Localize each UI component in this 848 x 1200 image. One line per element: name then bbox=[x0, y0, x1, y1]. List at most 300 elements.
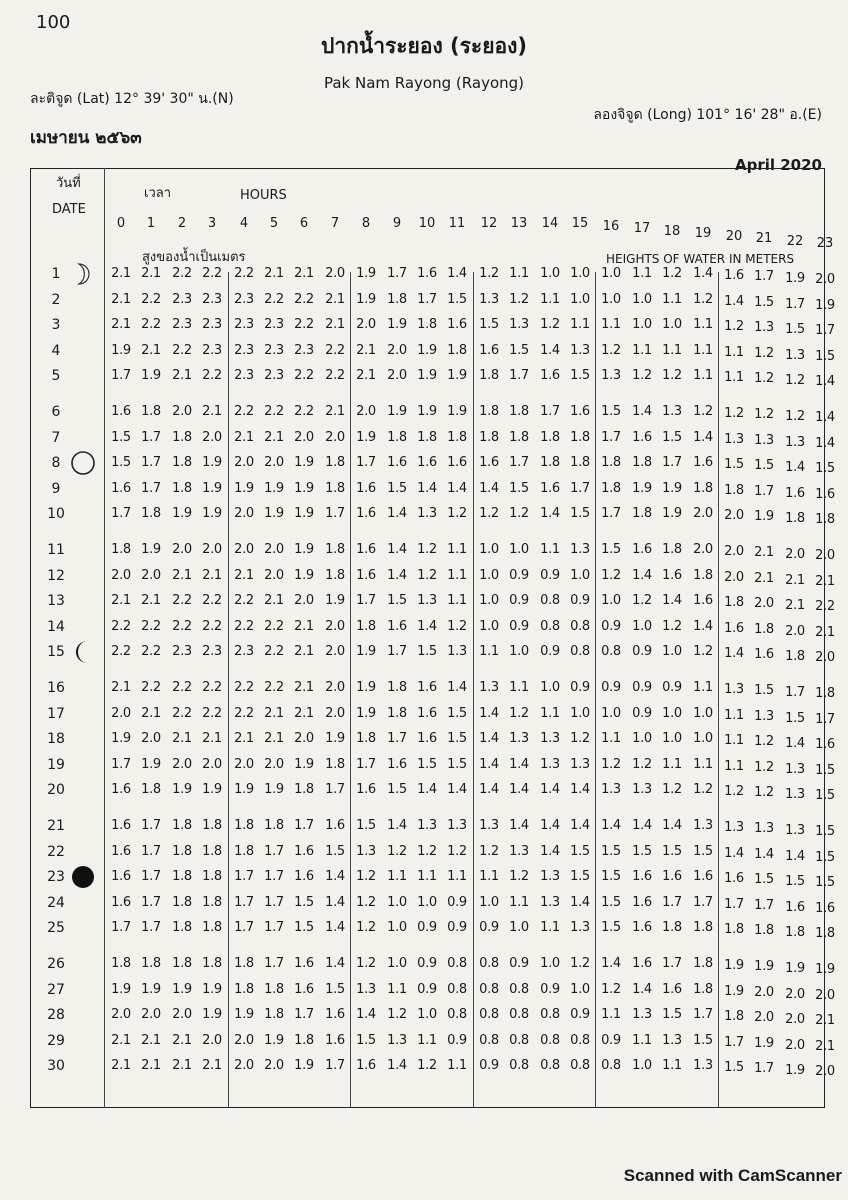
water-height-cell: 1.9 bbox=[294, 481, 314, 496]
water-height-cell: 1.9 bbox=[325, 593, 345, 608]
water-height-cell: 1.9 bbox=[264, 481, 284, 496]
water-height-cell: 2.0 bbox=[785, 986, 805, 1002]
water-height-cell: 1.8 bbox=[693, 568, 713, 583]
water-height-cell: 2.1 bbox=[294, 644, 314, 659]
water-height-cell: 1.6 bbox=[632, 430, 652, 445]
water-height-cell: 1.9 bbox=[417, 404, 437, 419]
water-height-cell: 1.0 bbox=[387, 956, 407, 971]
water-height-cell: 1.5 bbox=[601, 869, 621, 884]
water-height-cell: 2.0 bbox=[172, 757, 192, 772]
water-height-cell: 0.9 bbox=[509, 593, 529, 608]
water-height-cell: 1.8 bbox=[447, 343, 467, 358]
water-height-cell: 2.1 bbox=[111, 1058, 131, 1073]
water-height-cell: 1.3 bbox=[447, 818, 467, 833]
water-height-cell: 1.8 bbox=[509, 404, 529, 419]
water-height-cell: 1.2 bbox=[509, 292, 529, 307]
water-height-cell: 0.9 bbox=[417, 982, 437, 997]
water-height-cell: 1.8 bbox=[111, 956, 131, 971]
water-height-cell: 1.0 bbox=[479, 619, 499, 634]
water-height-cell: 1.5 bbox=[447, 757, 467, 772]
water-height-cell: 1.6 bbox=[693, 869, 713, 884]
water-height-cell: 1.2 bbox=[447, 506, 467, 521]
date-cell: 25 bbox=[47, 920, 65, 936]
water-height-cell: 1.9 bbox=[417, 368, 437, 383]
water-height-cell: 2.0 bbox=[264, 1058, 284, 1073]
date-cell: 12 bbox=[47, 568, 65, 584]
water-height-cell: 2.1 bbox=[356, 343, 376, 358]
water-height-cell: 1.9 bbox=[754, 959, 774, 974]
water-height-cell: 1.4 bbox=[479, 782, 499, 797]
water-height-cell: 1.2 bbox=[417, 844, 437, 859]
water-height-cell: 1.6 bbox=[325, 1033, 345, 1048]
water-height-cell: 1.0 bbox=[479, 895, 499, 910]
water-height-cell: 1.8 bbox=[724, 482, 744, 498]
water-height-cell: 1.5 bbox=[325, 844, 345, 859]
water-height-cell: 0.9 bbox=[447, 920, 467, 935]
water-height-cell: 1.4 bbox=[632, 568, 652, 583]
water-height-cell: 1.6 bbox=[540, 368, 560, 383]
date-cell: 19 bbox=[47, 757, 65, 773]
water-height-cell: 1.5 bbox=[632, 844, 652, 859]
water-height-cell: 1.5 bbox=[662, 430, 682, 445]
water-height-cell: 1.7 bbox=[540, 404, 560, 419]
water-height-cell: 2.2 bbox=[172, 593, 192, 608]
water-height-cell: 1.9 bbox=[111, 982, 131, 997]
date-cell: 13 bbox=[47, 593, 65, 609]
water-height-cell: 2.1 bbox=[141, 266, 161, 281]
water-height-cell: 0.9 bbox=[570, 593, 590, 608]
water-height-cell: 2.1 bbox=[141, 593, 161, 608]
water-height-cell: 2.0 bbox=[815, 988, 835, 1003]
hour-label: 17 bbox=[633, 221, 651, 236]
water-height-cell: 1.0 bbox=[601, 593, 621, 608]
water-height-cell: 1.0 bbox=[662, 731, 682, 746]
water-height-cell: 1.1 bbox=[693, 368, 713, 383]
water-height-cell: 1.9 bbox=[447, 404, 467, 419]
water-height-cell: 1.4 bbox=[754, 847, 774, 862]
water-height-cell: 1.8 bbox=[264, 982, 284, 997]
water-height-cell: 2.2 bbox=[234, 706, 254, 721]
water-height-cell: 0.8 bbox=[479, 982, 499, 997]
water-height-cell: 1.8 bbox=[141, 956, 161, 971]
water-height-cell: 1.6 bbox=[662, 982, 682, 997]
water-height-cell: 2.1 bbox=[141, 343, 161, 358]
water-height-cell: 2.1 bbox=[294, 266, 314, 281]
water-height-cell: 1.6 bbox=[417, 266, 437, 281]
water-height-cell: 1.9 bbox=[234, 481, 254, 496]
water-height-cell: 1.5 bbox=[111, 430, 131, 445]
water-height-cell: 1.5 bbox=[479, 317, 499, 332]
water-height-cell: 2.1 bbox=[234, 568, 254, 583]
water-height-cell: 1.6 bbox=[294, 844, 314, 859]
water-height-cell: 1.4 bbox=[356, 1007, 376, 1022]
water-height-cell: 1.2 bbox=[754, 760, 774, 775]
water-height-cell: 1.5 bbox=[754, 295, 774, 310]
water-height-cell: 1.8 bbox=[294, 1033, 314, 1048]
water-height-cell: 1.2 bbox=[785, 408, 805, 424]
water-height-cell: 2.3 bbox=[294, 343, 314, 358]
water-height-cell: 0.8 bbox=[540, 1033, 560, 1048]
water-height-cell: 1.7 bbox=[141, 818, 161, 833]
water-height-cell: 1.3 bbox=[662, 1033, 682, 1048]
water-height-cell: 1.5 bbox=[601, 895, 621, 910]
water-height-cell: 1.0 bbox=[570, 568, 590, 583]
time-header-thai: เวลา bbox=[144, 186, 172, 201]
water-height-cell: 2.2 bbox=[141, 317, 161, 332]
water-height-cell: 2.1 bbox=[141, 706, 161, 721]
water-height-cell: 1.8 bbox=[693, 920, 713, 935]
water-height-cell: 2.0 bbox=[693, 506, 713, 521]
water-height-cell: 0.9 bbox=[509, 568, 529, 583]
water-height-cell: 1.8 bbox=[202, 956, 222, 971]
water-height-cell: 1.5 bbox=[693, 844, 713, 859]
water-height-cell: 1.5 bbox=[509, 481, 529, 496]
water-height-cell: 1.4 bbox=[601, 956, 621, 971]
water-height-cell: 1.1 bbox=[662, 1058, 682, 1073]
water-height-cell: 1.0 bbox=[601, 266, 621, 281]
water-height-cell: 1.7 bbox=[264, 956, 284, 971]
water-height-cell: 1.2 bbox=[601, 757, 621, 772]
water-height-cell: 1.3 bbox=[356, 844, 376, 859]
water-height-cell: 1.1 bbox=[724, 758, 744, 774]
water-height-cell: 2.3 bbox=[234, 368, 254, 383]
water-height-cell: 1.4 bbox=[724, 845, 744, 861]
water-height-cell: 1.8 bbox=[234, 818, 254, 833]
water-height-cell: 2.3 bbox=[202, 292, 222, 307]
water-height-cell: 1.1 bbox=[417, 1033, 437, 1048]
water-height-cell: 1.6 bbox=[111, 869, 131, 884]
water-height-cell: 1.0 bbox=[570, 706, 590, 721]
water-height-cell: 2.3 bbox=[172, 292, 192, 307]
water-height-cell: 2.0 bbox=[724, 507, 744, 523]
water-height-cell: 1.4 bbox=[570, 782, 590, 797]
water-height-cell: 1.9 bbox=[785, 270, 805, 286]
water-height-cell: 1.3 bbox=[509, 731, 529, 746]
date-cell: 8 bbox=[51, 455, 61, 471]
water-height-cell: 2.1 bbox=[325, 404, 345, 419]
water-height-cell: 2.0 bbox=[754, 985, 774, 1000]
water-height-cell: 1.3 bbox=[540, 731, 560, 746]
water-height-cell: 2.3 bbox=[264, 317, 284, 332]
hour-label: 6 bbox=[299, 216, 309, 231]
water-height-cell: 0.9 bbox=[509, 956, 529, 971]
water-height-cell: 2.2 bbox=[234, 680, 254, 695]
water-height-cell: 2.0 bbox=[785, 546, 805, 562]
water-height-cell: 2.0 bbox=[387, 343, 407, 358]
water-height-cell: 1.0 bbox=[479, 593, 499, 608]
water-height-cell: 1.3 bbox=[479, 818, 499, 833]
water-height-cell: 1.6 bbox=[325, 818, 345, 833]
water-height-cell: 2.1 bbox=[815, 1013, 835, 1028]
latitude-label: ละติจูด (Lat) 12° 39' 30" น.(N) bbox=[30, 91, 234, 107]
hour-label: 16 bbox=[602, 218, 620, 234]
water-height-cell: 1.5 bbox=[111, 455, 131, 470]
water-height-cell: 1.6 bbox=[111, 895, 131, 910]
water-height-cell: 1.9 bbox=[294, 568, 314, 583]
water-height-cell: 0.9 bbox=[601, 619, 621, 634]
water-height-cell: 1.5 bbox=[570, 844, 590, 859]
water-height-cell: 1.5 bbox=[447, 292, 467, 307]
water-height-cell: 1.7 bbox=[417, 292, 437, 307]
water-height-cell: 1.7 bbox=[754, 484, 774, 499]
water-height-cell: 1.3 bbox=[754, 709, 774, 724]
water-height-cell: 2.0 bbox=[202, 757, 222, 772]
water-height-cell: 1.6 bbox=[294, 956, 314, 971]
water-height-cell: 1.2 bbox=[417, 542, 437, 557]
date-cell: 6 bbox=[51, 404, 61, 420]
water-height-cell: 1.8 bbox=[202, 818, 222, 833]
water-height-cell: 1.3 bbox=[693, 818, 713, 833]
water-height-cell: 1.4 bbox=[417, 481, 437, 496]
water-height-cell: 1.1 bbox=[693, 343, 713, 358]
water-height-cell: 2.0 bbox=[234, 542, 254, 557]
water-height-cell: 1.6 bbox=[417, 680, 437, 695]
water-height-cell: 1.4 bbox=[815, 410, 835, 425]
water-height-cell: 1.5 bbox=[601, 404, 621, 419]
water-height-cell: 1.1 bbox=[387, 982, 407, 997]
water-height-cell: 1.4 bbox=[387, 506, 407, 521]
water-height-cell: 2.3 bbox=[202, 343, 222, 358]
water-height-cell: 1.3 bbox=[754, 320, 774, 335]
water-height-cell: 1.3 bbox=[632, 1007, 652, 1022]
water-height-cell: 2.1 bbox=[754, 571, 774, 586]
water-height-cell: 1.1 bbox=[509, 680, 529, 695]
water-height-cell: 1.5 bbox=[693, 1033, 713, 1048]
water-height-cell: 1.6 bbox=[111, 818, 131, 833]
water-height-cell: 1.3 bbox=[570, 542, 590, 557]
water-height-cell: 1.7 bbox=[141, 895, 161, 910]
water-height-cell: 1.9 bbox=[724, 957, 744, 973]
water-height-cell: 2.2 bbox=[325, 368, 345, 383]
water-height-cell: 1.9 bbox=[172, 782, 192, 797]
water-height-cell: 1.5 bbox=[570, 869, 590, 884]
water-height-cell: 1.5 bbox=[724, 456, 744, 472]
date-header-thai: วันที่ bbox=[56, 176, 81, 191]
water-height-cell: 1.4 bbox=[417, 782, 437, 797]
water-height-cell: 0.8 bbox=[570, 1058, 590, 1073]
water-height-cell: 2.3 bbox=[234, 317, 254, 332]
water-height-cell: 0.8 bbox=[479, 1033, 499, 1048]
water-height-cell: 2.0 bbox=[325, 619, 345, 634]
water-height-cell: 2.2 bbox=[815, 599, 835, 614]
water-height-cell: 0.9 bbox=[447, 895, 467, 910]
water-height-cell: 1.0 bbox=[570, 982, 590, 997]
water-height-cell: 2.1 bbox=[815, 574, 835, 589]
water-height-cell: 1.1 bbox=[447, 593, 467, 608]
water-height-cell: 1.6 bbox=[785, 485, 805, 501]
water-height-cell: 1.6 bbox=[417, 455, 437, 470]
water-height-cell: 1.5 bbox=[662, 844, 682, 859]
water-height-cell: 1.4 bbox=[815, 374, 835, 389]
water-height-cell: 1.2 bbox=[479, 506, 499, 521]
water-height-cell: 2.1 bbox=[264, 593, 284, 608]
water-height-cell: 2.2 bbox=[294, 317, 314, 332]
station-title-english: Pak Nam Rayong (Rayong) bbox=[323, 74, 525, 92]
water-height-cell: 1.0 bbox=[479, 568, 499, 583]
water-height-cell: 0.8 bbox=[509, 1007, 529, 1022]
date-cell: 22 bbox=[47, 844, 65, 860]
water-height-cell: 2.1 bbox=[815, 1039, 835, 1054]
water-height-cell: 1.9 bbox=[387, 317, 407, 332]
water-height-cell: 1.8 bbox=[172, 481, 192, 496]
water-height-cell: 1.4 bbox=[479, 731, 499, 746]
water-height-cell: 1.8 bbox=[325, 568, 345, 583]
water-height-cell: 1.2 bbox=[417, 568, 437, 583]
water-height-cell: 1.4 bbox=[325, 869, 345, 884]
water-height-cell: 1.8 bbox=[601, 481, 621, 496]
water-height-cell: 1.7 bbox=[815, 712, 835, 727]
water-height-cell: 1.7 bbox=[234, 920, 254, 935]
water-height-cell: 2.0 bbox=[202, 430, 222, 445]
water-height-cell: 1.2 bbox=[632, 757, 652, 772]
water-height-cell: 1.9 bbox=[234, 782, 254, 797]
water-height-cell: 2.0 bbox=[202, 1033, 222, 1048]
water-height-cell: 1.2 bbox=[447, 844, 467, 859]
water-height-cell: 2.2 bbox=[264, 292, 284, 307]
water-height-cell: 2.1 bbox=[172, 731, 192, 746]
hour-label: 7 bbox=[330, 216, 340, 231]
water-height-cell: 2.0 bbox=[172, 1007, 192, 1022]
water-height-cell: 1.9 bbox=[264, 782, 284, 797]
water-height-cell: 1.4 bbox=[693, 266, 713, 281]
water-height-cell: 1.1 bbox=[601, 731, 621, 746]
water-height-cell: 0.8 bbox=[540, 1007, 560, 1022]
water-height-cell: 1.6 bbox=[754, 647, 774, 662]
water-height-cell: 1.1 bbox=[509, 895, 529, 910]
water-height-cell: 1.7 bbox=[509, 455, 529, 470]
water-height-cell: 2.2 bbox=[264, 619, 284, 634]
water-height-cell: 1.7 bbox=[754, 898, 774, 913]
water-height-cell: 1.8 bbox=[202, 895, 222, 910]
water-height-cell: 2.1 bbox=[785, 597, 805, 613]
water-height-cell: 1.6 bbox=[632, 920, 652, 935]
water-height-cell: 1.8 bbox=[724, 1008, 744, 1024]
water-height-cell: 1.9 bbox=[815, 298, 835, 313]
water-height-cell: 1.2 bbox=[479, 844, 499, 859]
water-height-cell: 1.4 bbox=[724, 293, 744, 309]
water-height-cell: 1.6 bbox=[724, 870, 744, 886]
water-height-cell: 1.7 bbox=[693, 895, 713, 910]
water-height-cell: 1.6 bbox=[417, 706, 437, 721]
water-height-cell: 1.7 bbox=[815, 323, 835, 338]
water-height-cell: 2.0 bbox=[325, 430, 345, 445]
water-height-cell: 2.0 bbox=[785, 1011, 805, 1027]
water-height-cell: 1.6 bbox=[632, 956, 652, 971]
water-height-cell: 2.2 bbox=[294, 404, 314, 419]
water-height-cell: 1.5 bbox=[785, 873, 805, 889]
water-height-cell: 1.7 bbox=[111, 506, 131, 521]
water-height-cell: 1.2 bbox=[540, 317, 560, 332]
water-height-cell: 1.4 bbox=[662, 818, 682, 833]
water-height-cell: 1.9 bbox=[294, 455, 314, 470]
water-height-cell: 0.9 bbox=[417, 920, 437, 935]
water-height-cell: 1.1 bbox=[447, 869, 467, 884]
water-height-cell: 1.9 bbox=[815, 962, 835, 977]
water-height-cell: 1.6 bbox=[540, 481, 560, 496]
water-height-cell: 2.2 bbox=[264, 644, 284, 659]
water-height-cell: 1.4 bbox=[447, 481, 467, 496]
water-height-cell: 1.3 bbox=[356, 982, 376, 997]
water-height-cell: 1.2 bbox=[754, 346, 774, 361]
water-height-cell: 1.6 bbox=[662, 869, 682, 884]
water-height-cell: 1.0 bbox=[570, 292, 590, 307]
water-height-cell: 1.3 bbox=[754, 433, 774, 448]
water-height-cell: 0.8 bbox=[447, 982, 467, 997]
water-height-cell: 1.1 bbox=[540, 292, 560, 307]
water-height-cell: 1.9 bbox=[356, 706, 376, 721]
date-cell: 23 bbox=[47, 869, 65, 885]
water-height-cell: 1.1 bbox=[479, 644, 499, 659]
water-height-cell: 1.6 bbox=[387, 757, 407, 772]
water-height-cell: 1.2 bbox=[724, 318, 744, 334]
date-cell: 7 bbox=[51, 430, 61, 446]
water-height-cell: 1.4 bbox=[387, 568, 407, 583]
water-height-cell: 1.9 bbox=[202, 506, 222, 521]
water-height-cell: 2.1 bbox=[202, 731, 222, 746]
water-height-cell: 2.3 bbox=[264, 368, 284, 383]
water-height-cell: 1.1 bbox=[632, 266, 652, 281]
water-height-cell: 0.8 bbox=[601, 644, 621, 659]
water-height-cell: 1.8 bbox=[172, 869, 192, 884]
water-height-cell: 1.4 bbox=[540, 782, 560, 797]
water-height-cell: 2.2 bbox=[202, 266, 222, 281]
hour-label: 13 bbox=[510, 216, 528, 231]
water-height-cell: 1.1 bbox=[447, 1058, 467, 1073]
water-height-cell: 0.9 bbox=[632, 680, 652, 695]
hour-label: 1 bbox=[146, 216, 156, 231]
water-height-cell: 2.1 bbox=[294, 706, 314, 721]
water-height-cell: 1.5 bbox=[356, 818, 376, 833]
water-height-cell: 2.0 bbox=[264, 757, 284, 772]
water-height-cell: 1.9 bbox=[662, 481, 682, 496]
water-height-cell: 2.2 bbox=[141, 680, 161, 695]
water-height-cell: 2.0 bbox=[325, 266, 345, 281]
water-height-cell: 1.1 bbox=[632, 343, 652, 358]
water-height-cell: 2.0 bbox=[264, 568, 284, 583]
water-height-cell: 1.4 bbox=[785, 735, 805, 751]
water-height-cell: 0.8 bbox=[479, 956, 499, 971]
water-height-cell: 1.1 bbox=[601, 317, 621, 332]
water-height-cell: 1.9 bbox=[111, 343, 131, 358]
water-height-cell: 1.5 bbox=[601, 920, 621, 935]
water-height-cell: 1.4 bbox=[387, 1058, 407, 1073]
water-height-cell: 1.8 bbox=[264, 818, 284, 833]
water-height-cell: 2.2 bbox=[234, 619, 254, 634]
water-height-cell: 2.0 bbox=[111, 568, 131, 583]
date-cell: 28 bbox=[47, 1007, 65, 1023]
water-height-cell: 0.9 bbox=[509, 619, 529, 634]
water-height-cell: 1.4 bbox=[447, 266, 467, 281]
water-height-cell: 1.8 bbox=[754, 622, 774, 637]
hour-label: 5 bbox=[269, 216, 279, 231]
water-height-cell: 1.6 bbox=[693, 593, 713, 608]
water-height-cell: 1.0 bbox=[509, 644, 529, 659]
hour-label: 3 bbox=[207, 216, 217, 231]
water-height-cell: 1.1 bbox=[724, 369, 744, 385]
water-height-cell: 1.8 bbox=[356, 619, 376, 634]
water-height-cell: 1.8 bbox=[202, 869, 222, 884]
water-height-cell: 1.6 bbox=[111, 844, 131, 859]
water-height-cell: 1.8 bbox=[570, 455, 590, 470]
water-height-cell: 1.6 bbox=[447, 455, 467, 470]
water-height-cell: 2.2 bbox=[172, 706, 192, 721]
water-height-cell: 1.7 bbox=[754, 269, 774, 284]
water-height-cell: 1.6 bbox=[356, 542, 376, 557]
water-height-cell: 1.9 bbox=[785, 960, 805, 976]
water-height-cell: 1.2 bbox=[662, 619, 682, 634]
water-height-cell: 1.0 bbox=[662, 706, 682, 721]
water-height-cell: 1.6 bbox=[815, 737, 835, 752]
